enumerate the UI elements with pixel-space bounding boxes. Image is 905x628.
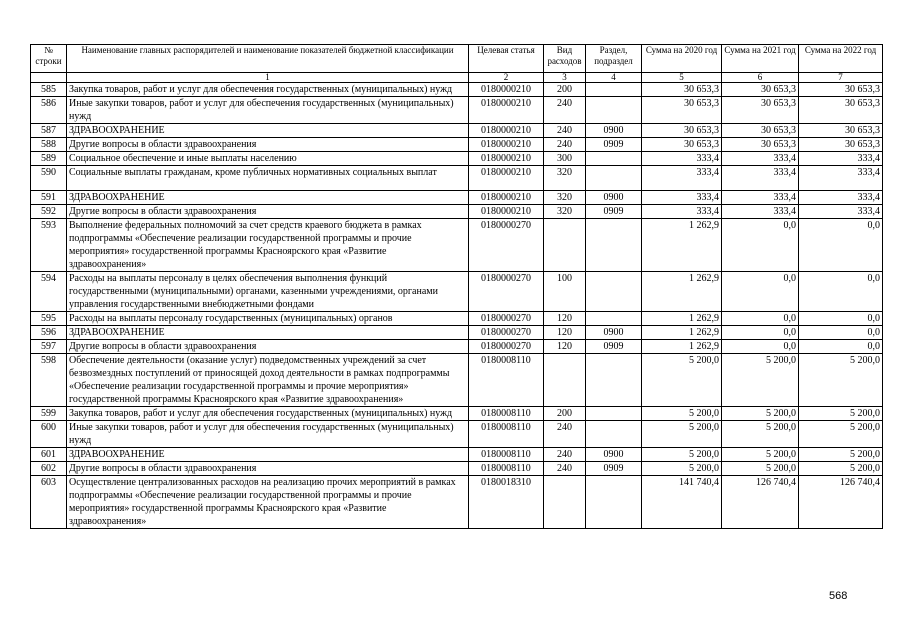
row-number: 594 — [31, 272, 67, 312]
row-section: 0900 — [586, 124, 642, 138]
row-target: 0180000210 — [469, 205, 544, 219]
row-target: 0180000270 — [469, 272, 544, 312]
row-number: 597 — [31, 340, 67, 354]
row-amount-2022: 126 740,4 — [799, 476, 883, 529]
row-target: 0180000270 — [469, 340, 544, 354]
table-row — [31, 97, 883, 124]
row-amount-2020: 5 200,0 — [642, 462, 722, 476]
row-amount-2020: 5 200,0 — [642, 448, 722, 462]
budget-table — [30, 44, 883, 529]
row-amount-2022: 5 200,0 — [799, 448, 883, 462]
row-target: 0180000270 — [469, 326, 544, 340]
header-num-2: 2 — [469, 73, 544, 83]
header-num-6: 6 — [722, 73, 799, 83]
row-section: 0909 — [586, 340, 642, 354]
row-amount-2021: 30 653,3 — [722, 124, 799, 138]
row-amount-2021: 5 200,0 — [722, 462, 799, 476]
row-amount-2021: 126 740,4 — [722, 476, 799, 529]
row-type: 320 — [544, 191, 586, 205]
row-type: 120 — [544, 326, 586, 340]
row-amount-2022: 30 653,3 — [799, 83, 883, 97]
row-amount-2021: 333,4 — [722, 191, 799, 205]
table-row — [31, 340, 883, 354]
header-section: Раздел, подраздел — [586, 45, 642, 73]
row-name: ЗДРАВООХРАНЕНИЕ — [67, 124, 469, 138]
row-name: Другие вопросы в области здравоохранения — [67, 138, 469, 152]
row-amount-2020: 141 740,4 — [642, 476, 722, 529]
row-amount-2020: 30 653,3 — [642, 138, 722, 152]
row-name: Социальное обеспечение и иные выплаты населению — [67, 152, 469, 166]
row-number: 585 — [31, 83, 67, 97]
row-section — [586, 83, 642, 97]
row-amount-2020: 1 262,9 — [642, 219, 722, 272]
row-type: 100 — [544, 272, 586, 312]
row-number: 589 — [31, 152, 67, 166]
header-name: Наименование главных распорядителей и наименование показателей бюджетной классификации — [67, 45, 469, 73]
row-name: Осуществление централизованных расходов на реализацию прочих мероприятий в рамках подпрограммы «Обеспечение реализации государственной программы и прочие мероприятия» государственной программы Красноярского края «Развитие здравоохранения» — [67, 476, 469, 529]
row-number: 590 — [31, 166, 67, 191]
row-section — [586, 272, 642, 312]
row-amount-2022: 0,0 — [799, 340, 883, 354]
row-name: Иные закупки товаров, работ и услуг для обеспечения государственных (муниципальных) нужд — [67, 97, 469, 124]
row-target: 0180000210 — [469, 124, 544, 138]
row-target: 0180000210 — [469, 166, 544, 191]
row-name: ЗДРАВООХРАНЕНИЕ — [67, 448, 469, 462]
table-row — [31, 462, 883, 476]
table-row — [31, 407, 883, 421]
row-name: Расходы на выплаты персоналу государственных (муниципальных) органов — [67, 312, 469, 326]
page-number: 568 — [829, 590, 848, 602]
row-name: Социальные выплаты гражданам, кроме публичных нормативных социальных выплат — [67, 166, 469, 191]
row-type: 120 — [544, 340, 586, 354]
header-target: Целевая статья — [469, 45, 544, 73]
header-num-0 — [31, 73, 67, 83]
row-amount-2020: 333,4 — [642, 191, 722, 205]
row-amount-2020: 1 262,9 — [642, 312, 722, 326]
row-name: Закупка товаров, работ и услуг для обеспечения государственных (муниципальных) нужд — [67, 407, 469, 421]
row-target: 0180008110 — [469, 448, 544, 462]
row-section: 0909 — [586, 138, 642, 152]
header-row-no: № строки — [31, 45, 67, 73]
table-row — [31, 152, 883, 166]
row-amount-2022: 5 200,0 — [799, 407, 883, 421]
row-amount-2022: 0,0 — [799, 219, 883, 272]
row-amount-2022: 333,4 — [799, 205, 883, 219]
table-row — [31, 354, 883, 407]
row-amount-2021: 30 653,3 — [722, 138, 799, 152]
row-amount-2021: 0,0 — [722, 340, 799, 354]
row-name: ЗДРАВООХРАНЕНИЕ — [67, 191, 469, 205]
row-number: 596 — [31, 326, 67, 340]
row-section — [586, 407, 642, 421]
row-section: 0900 — [586, 448, 642, 462]
row-amount-2021: 0,0 — [722, 326, 799, 340]
table-row — [31, 191, 883, 205]
row-amount-2022: 5 200,0 — [799, 462, 883, 476]
row-name: Расходы на выплаты персоналу в целях обеспечения выполнения функций государственными (муниципальными) органами, казенными учреждениями, органами управления государственными внебюджетными фондами — [67, 272, 469, 312]
row-amount-2021: 333,4 — [722, 205, 799, 219]
row-amount-2021: 5 200,0 — [722, 448, 799, 462]
row-number: 595 — [31, 312, 67, 326]
row-amount-2021: 5 200,0 — [722, 421, 799, 448]
row-name: Другие вопросы в области здравоохранения — [67, 462, 469, 476]
table-row — [31, 138, 883, 152]
row-amount-2022: 333,4 — [799, 191, 883, 205]
header-type: Вид расходов — [544, 45, 586, 73]
row-section — [586, 219, 642, 272]
row-name: Выполнение федеральных полномочий за счет средств краевого бюджета в рамках подпрограммы «Обеспечение реализации государственной программы и прочие мероприятия» государственной программы Красноярского края «Развитие здравоохранения» — [67, 219, 469, 272]
row-section — [586, 476, 642, 529]
row-amount-2020: 333,4 — [642, 166, 722, 191]
row-amount-2022: 0,0 — [799, 326, 883, 340]
row-type: 240 — [544, 124, 586, 138]
row-amount-2020: 30 653,3 — [642, 124, 722, 138]
row-target: 0180008110 — [469, 407, 544, 421]
row-amount-2021: 0,0 — [722, 272, 799, 312]
row-target: 0180000210 — [469, 152, 544, 166]
row-amount-2020: 1 262,9 — [642, 326, 722, 340]
row-target: 0180008110 — [469, 354, 544, 407]
row-target: 0180000210 — [469, 97, 544, 124]
row-amount-2022: 30 653,3 — [799, 124, 883, 138]
row-type — [544, 476, 586, 529]
row-target: 0180000270 — [469, 219, 544, 272]
table-row — [31, 312, 883, 326]
row-amount-2022: 333,4 — [799, 152, 883, 166]
table-row — [31, 205, 883, 219]
row-amount-2021: 333,4 — [722, 166, 799, 191]
table-body — [31, 83, 883, 529]
row-amount-2021: 30 653,3 — [722, 83, 799, 97]
header-num-3: 3 — [544, 73, 586, 83]
row-number: 592 — [31, 205, 67, 219]
header-num-4: 4 — [586, 73, 642, 83]
row-amount-2020: 5 200,0 — [642, 421, 722, 448]
row-target: 0180000210 — [469, 191, 544, 205]
row-number: 601 — [31, 448, 67, 462]
table-header — [31, 45, 883, 83]
row-type — [544, 219, 586, 272]
row-name: Обеспечение деятельности (оказание услуг) подведомственных учреждений за счет безвозмездных поступлений от приносящей доход деятельности в рамках подпрограммы «Обеспечение реализации государственной программы и прочие мероприятия» государственной программы Красноярского края «Развитие здравоохранения» — [67, 354, 469, 407]
row-name: Другие вопросы в области здравоохранения — [67, 205, 469, 219]
row-section: 0900 — [586, 326, 642, 340]
row-target: 0180018310 — [469, 476, 544, 529]
row-name: Иные закупки товаров, работ и услуг для обеспечения государственных (муниципальных) нужд — [67, 421, 469, 448]
row-section: 0900 — [586, 191, 642, 205]
row-amount-2020: 333,4 — [642, 152, 722, 166]
row-target: 0180008110 — [469, 462, 544, 476]
row-target: 0180000270 — [469, 312, 544, 326]
row-type: 120 — [544, 312, 586, 326]
row-name: ЗДРАВООХРАНЕНИЕ — [67, 326, 469, 340]
row-amount-2021: 30 653,3 — [722, 97, 799, 124]
row-number: 602 — [31, 462, 67, 476]
table-row — [31, 124, 883, 138]
row-type: 240 — [544, 421, 586, 448]
header-2022: Сумма на 2022 год — [799, 45, 883, 73]
row-type: 200 — [544, 407, 586, 421]
row-type: 320 — [544, 205, 586, 219]
table-row — [31, 448, 883, 462]
row-number: 599 — [31, 407, 67, 421]
row-amount-2020: 5 200,0 — [642, 407, 722, 421]
row-amount-2022: 5 200,0 — [799, 421, 883, 448]
row-amount-2022: 0,0 — [799, 272, 883, 312]
row-amount-2020: 333,4 — [642, 205, 722, 219]
row-section — [586, 354, 642, 407]
row-amount-2021: 5 200,0 — [722, 354, 799, 407]
header-num-7: 7 — [799, 73, 883, 83]
row-amount-2022: 30 653,3 — [799, 138, 883, 152]
header-num-5: 5 — [642, 73, 722, 83]
row-amount-2021: 333,4 — [722, 152, 799, 166]
row-target: 0180000210 — [469, 138, 544, 152]
row-amount-2021: 0,0 — [722, 312, 799, 326]
header-2020: Сумма на 2020 год — [642, 45, 722, 73]
row-amount-2021: 5 200,0 — [722, 407, 799, 421]
row-section — [586, 421, 642, 448]
table-row — [31, 219, 883, 272]
row-type: 240 — [544, 448, 586, 462]
table-row — [31, 83, 883, 97]
row-amount-2020: 30 653,3 — [642, 83, 722, 97]
header-num-1: 1 — [67, 73, 469, 83]
row-amount-2020: 1 262,9 — [642, 272, 722, 312]
row-number: 587 — [31, 124, 67, 138]
row-target: 0180008110 — [469, 421, 544, 448]
row-amount-2022: 0,0 — [799, 312, 883, 326]
row-type: 200 — [544, 83, 586, 97]
row-number: 603 — [31, 476, 67, 529]
row-number: 593 — [31, 219, 67, 272]
row-section — [586, 166, 642, 191]
row-amount-2020: 1 262,9 — [642, 340, 722, 354]
table-row — [31, 421, 883, 448]
row-name: Другие вопросы в области здравоохранения — [67, 340, 469, 354]
table-row — [31, 326, 883, 340]
row-number: 591 — [31, 191, 67, 205]
table-row — [31, 272, 883, 312]
row-amount-2020: 30 653,3 — [642, 97, 722, 124]
row-section — [586, 97, 642, 124]
header-2021: Сумма на 2021 год — [722, 45, 799, 73]
table-row — [31, 166, 883, 191]
row-amount-2021: 0,0 — [722, 219, 799, 272]
row-number: 598 — [31, 354, 67, 407]
row-type: 300 — [544, 152, 586, 166]
row-amount-2022: 5 200,0 — [799, 354, 883, 407]
row-amount-2020: 5 200,0 — [642, 354, 722, 407]
row-number: 588 — [31, 138, 67, 152]
row-number: 600 — [31, 421, 67, 448]
row-type: 240 — [544, 138, 586, 152]
row-type — [544, 354, 586, 407]
row-type: 320 — [544, 166, 586, 191]
row-number: 586 — [31, 97, 67, 124]
row-section — [586, 312, 642, 326]
row-section — [586, 152, 642, 166]
row-amount-2022: 333,4 — [799, 166, 883, 191]
row-name: Закупка товаров, работ и услуг для обеспечения государственных (муниципальных) нужд — [67, 83, 469, 97]
row-type: 240 — [544, 462, 586, 476]
row-type: 240 — [544, 97, 586, 124]
row-amount-2022: 30 653,3 — [799, 97, 883, 124]
row-target: 0180000210 — [469, 83, 544, 97]
row-section: 0909 — [586, 205, 642, 219]
table-row — [31, 476, 883, 529]
row-section: 0909 — [586, 462, 642, 476]
